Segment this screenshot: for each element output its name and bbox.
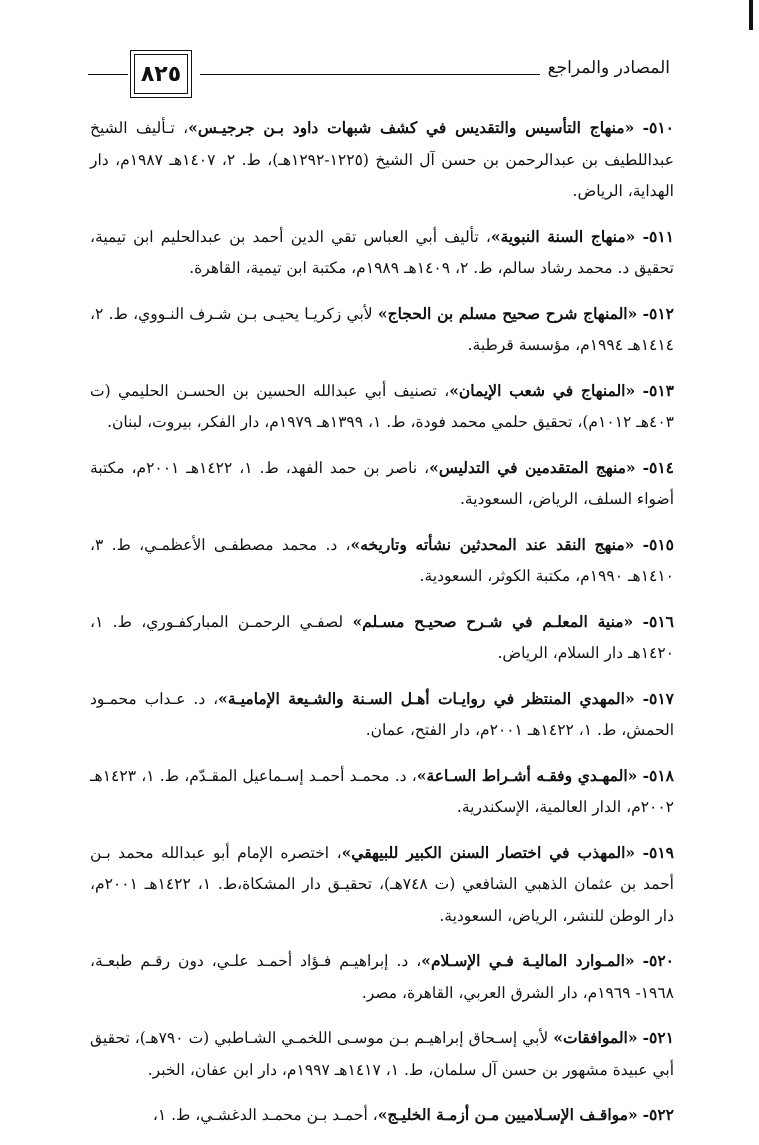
entry-details: ، تـأليف الشيخ عبداللطيف بن عبدالرحمن بن حسن آل الشيخ (١٢٢٥-١٢٩٢هـ)، ط. ٢، ١٤٠٧هـ ١٩٨٧م، دار الهداية، الرياض. [90,119,674,200]
entry-title: «المهدي المنتظر في روايـات أهـل السـنة والشـيعة الإماميـة» [218,688,635,708]
entry-title: «منهاج التأسيس والتقديس في كشف شبهات داود بـن جرجيـس» [188,118,635,137]
bibliography-entry [90,683,674,747]
bibliography-entry [90,221,674,285]
entry-number: ٥٢٢- [642,1105,674,1124]
bibliography-entry [90,452,674,516]
entry-number: ٥١٤- [642,457,674,477]
entry-details: ، أحمـد بـن محمـد الدغشـي، ط. ١، [152,1106,378,1124]
entry-details: ، تصنيف أبي عبدالله الحسين بن الحسـن الحليمي (ت ٤٠٣هـ ١٠١٢م)، تحقيق حلمي محمد فودة، ط. ١، ١٣٩٩هـ ١٩٧٩م، دار الفكر، بيروت، لبنان. [90,381,674,431]
entry-title: «المنهاج شرح صحيح مسلم بن الحجاج» [377,303,638,323]
entry-number: ٥١٨- [642,765,674,785]
bibliography-entry [90,837,674,933]
entry-number: ٥٢٠- [642,951,674,970]
entry-title: «منهج المتقدمين في التدليس» [429,457,636,477]
entry-title: «منهج النقد عند المحدثين نشأته وتاريخه» [350,534,635,554]
entry-number: ٥١٧- [642,688,674,708]
bibliography-entry [90,1022,674,1086]
page-number-box [130,50,192,98]
entry-title: «الموافقات» [553,1028,638,1047]
bibliography-entry [90,606,674,670]
entry-title: «المهـدي وفقـه أشـراط السـاعة» [416,765,638,785]
entry-number: ٥١٠- [642,118,674,137]
bibliography-entry [90,1099,674,1132]
entry-number: ٥١٦- [642,611,674,631]
page-header [88,46,670,102]
entry-details: ، د. إبراهيـم فـؤاد أحمـد علـي، دون رقـم طبعـة، ١٩٦٨- ١٩٦٩م، دار الشرق العربي، القاهرة، مصر. [90,952,674,1002]
entry-details: ، تأليف أبي العباس تقي الدين أحمد بن عبدالحليم ابن تيمية، تحقيق د. محمد رشاد سالم، ط. ٢، ١٤٠٩هـ ١٩٨٩م، مكتبة ابن تيمية، القاهرة. [90,227,674,277]
entry-number: ٥١٥- [642,534,674,554]
header-rule-left [88,74,128,75]
entry-details: لأبي زكريـا يحيـى بـن شـرف النـووي، ط. ٢، ١٤١٤هـ ١٩٩٤م، مؤسسة قرطبة. [90,304,674,354]
entry-title: «منهاج السنة النبوية» [490,226,636,246]
entry-title: «المنهاج في شعب الإيمان» [449,380,636,400]
bibliography-entry [90,945,674,1009]
entry-details: ، د. محمد مصطفـى الأعظمـي، ط. ٣، ١٤١٠هـ ١٩٩٠م، مكتبة الكوثر، السعودية. [90,535,674,585]
entry-title: «المهذب في اختصار السنن الكبير للبيهقي» [341,842,636,862]
entry-details: لصفـي الرحمـن المباركفـوري، ط. ١، ١٤٢٠هـ دار السلام، الرياض. [90,612,674,662]
bibliography-entry [90,112,674,208]
entry-details: ، اختصره الإمام أبو عبدالله محمد بـن أحمد بن عثمان الذهبي الشافعي (ت ٧٤٨هـ)، تحقيـق دار المشكاة،ط. ١، ١٤٢٢هـ ٢٠٠١م، دار الوطن للنشر، الرياض، السعودية. [90,843,674,925]
entry-title: «مواقـف الإسـلاميين مـن أزمـة الخليـج» [377,1105,638,1124]
entry-number: ٥١٢- [642,303,674,323]
entry-details: ، د. عـداب محمـود الحمش، ط. ١، ١٤٢٢هـ ٢٠٠١م، دار الفتح، عمان. [90,689,674,739]
page-number: ٨٢٥ [140,61,182,87]
entry-details: لأبي إسـحاق إبراهيـم بـن موسـى اللخمـي الشـاطبي (ت ٧٩٠هـ)، تحقيق أبي عبيدة مشهور بن حسن آل سلمان، ط. ١، ١٤١٧هـ ١٩٩٧م، دار ابن عفان، الخبر. [90,1029,674,1079]
entry-number: ٥١٩- [642,842,675,862]
entry-title: «منية المعلـم في شـرح صحيـح مسـلم» [352,611,634,631]
entry-number: ٥٢١- [642,1028,674,1047]
bibliography-entry [90,375,674,439]
entry-title: «المـوارد الماليـة فـي الإسـلام» [421,951,635,970]
section-title: المصادر والمراجع [540,58,670,78]
bibliography-entry [90,529,674,593]
bibliography-entry [90,760,674,824]
entry-number: ٥١٣- [642,380,674,400]
bibliography-entry [90,298,674,362]
entry-number: ٥١١- [642,226,674,246]
entry-details: ، د. محمـد أحمـد إسـماعيل المقـدّم، ط. ١، ١٤٢٣هـ ٢٠٠٢م، الدار العالمية، الإسكندرية. [90,766,674,816]
bibliography-list [90,112,674,1145]
entry-details: ، ناصر بن حمد الفهد، ط. ١، ١٤٢٢هـ ٢٠٠١م، مكتبة أضواء السلف، الرياض، السعودية. [90,458,674,508]
corner-mark [749,0,753,30]
